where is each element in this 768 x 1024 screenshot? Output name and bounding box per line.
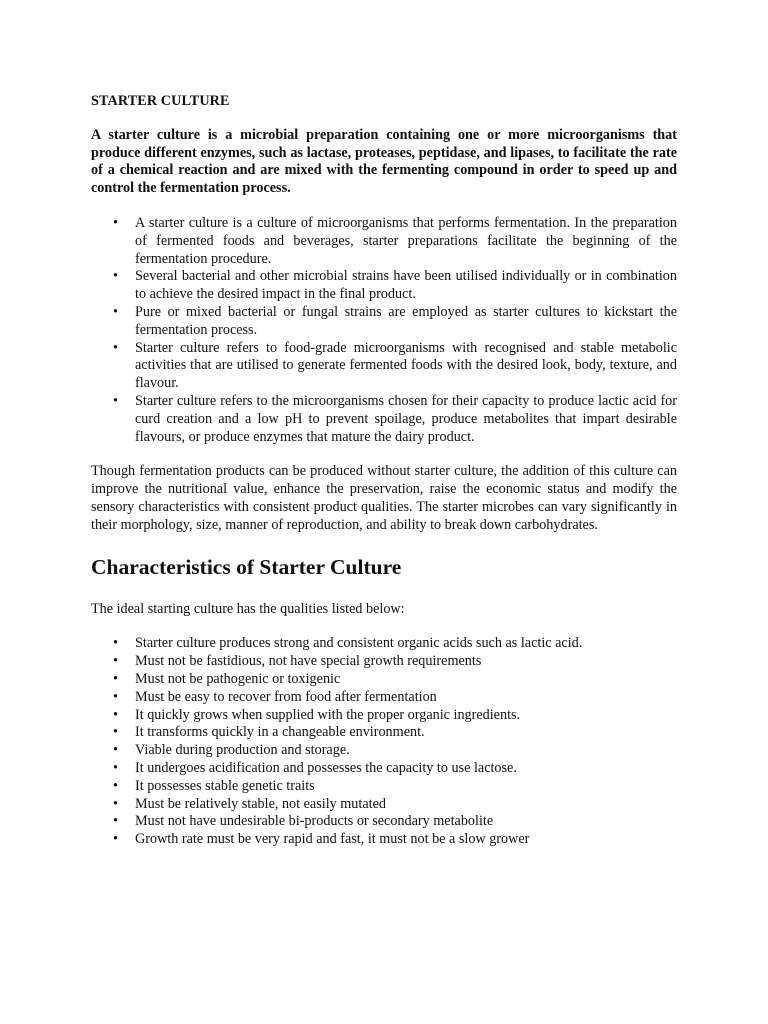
list-item-text: It transforms quickly in a changeable environment. <box>135 724 425 741</box>
list-item-text: Viable during production and storage. <box>135 742 350 759</box>
bullet-icon: • <box>113 795 118 812</box>
intro-paragraph: A starter culture is a microbial preparation containing one or more microorganisms that produce different enzymes, such as lactase, proteases, peptidase, and lipases, to facilitate the rate of a chemical reaction and are mixed with the fermenting compound in order to speed up and control the fermentation process. <box>91 126 677 197</box>
list-item-text: It undergoes acidification and possesses the capacity to use lactose. <box>135 759 517 776</box>
list-item <box>113 653 677 671</box>
list-item <box>113 777 677 796</box>
bullet-icon: • <box>113 268 118 285</box>
section-heading: Characteristics of Starter Culture <box>91 554 402 579</box>
list-item <box>113 392 677 446</box>
list-item-text: Starter culture refers to food-grade microorganisms with recognised and stable metabolic activities that are utilised to generate fermented foods with the desired look, body, texture, and flavour. <box>135 339 677 392</box>
bullet-icon: • <box>113 759 118 776</box>
bullet-icon: • <box>113 688 118 705</box>
bullet-icon: • <box>113 303 118 320</box>
bullet-icon: • <box>113 339 118 356</box>
list-item <box>113 831 677 849</box>
list-item <box>113 742 677 760</box>
body-paragraph: Though fermentation products can be produced without starter culture, the addition of this culture can improve the nutritional value, enhance the preservation, raise the economic status and modify the sensory characteristics with consistent product qualities. The starter microbes can vary significantly in their morphology, size, manner of reproduction, and ability to break down carbohydrates. <box>91 463 677 533</box>
list-item <box>113 635 677 653</box>
list-item <box>113 214 677 268</box>
bullet-icon: • <box>113 670 118 687</box>
qualities-list <box>91 635 677 849</box>
list-item-text: Must not be fastidious, not have special growth requirements <box>135 653 482 670</box>
list-item-text: Must be relatively stable, not easily mutated <box>135 795 386 812</box>
list-item-text: It possesses stable genetic traits <box>135 777 315 794</box>
list-item <box>113 813 677 831</box>
list-item <box>113 706 677 725</box>
list-item-text: Must not be pathogenic or toxigenic <box>135 670 341 687</box>
list-item-text: Pure or mixed bacterial or fungal strains are employed as starter cultures to kickstart the fermentation process. <box>135 303 677 338</box>
list-item <box>113 759 677 778</box>
bullet-icon: • <box>113 777 118 794</box>
document-title: STARTER CULTURE <box>91 93 230 109</box>
bullet-icon: • <box>113 742 118 759</box>
bullet-icon: • <box>113 635 118 652</box>
bullet-icon: • <box>113 724 118 741</box>
bullet-icon: • <box>113 653 118 670</box>
bullet-icon: • <box>113 831 118 848</box>
list-item <box>113 268 677 304</box>
bullet-icon: • <box>113 706 118 723</box>
list-item-text: Must not have undesirable bi-products or secondary metabolite <box>135 813 494 830</box>
list-item-text: Several bacterial and other microbial strains have been utilised individually or in combination to achieve the desired impact in the final product. <box>135 268 677 303</box>
list-item <box>113 688 677 707</box>
list-item <box>113 670 677 689</box>
section-lead: The ideal starting culture has the qualities listed below: <box>91 600 405 617</box>
bullet-icon: • <box>113 214 118 231</box>
list-item <box>113 724 677 742</box>
list-item <box>113 795 677 814</box>
bullet-icon: • <box>113 392 118 409</box>
bullet-icon: • <box>113 813 118 830</box>
list-item-text: Growth rate must be very rapid and fast, it must not be a slow grower <box>135 831 530 848</box>
list-item-text: A starter culture is a culture of microorganisms that performs fermentation. In the preparation of fermented foods and beverages, starter preparations facilitate the beginning of the fermentation procedure. <box>135 214 677 267</box>
list-item-text: Must be easy to recover from food after fermentation <box>135 688 437 705</box>
starter-culture-points <box>91 215 677 446</box>
list-item-text: Starter culture produces strong and consistent organic acids such as lactic acid. <box>135 635 583 652</box>
list-item <box>113 339 677 393</box>
list-item-text: Starter culture refers to the microorganisms chosen for their capacity to produce lactic acid for curd creation and a low pH to prevent spoilage, produce metabolites that impart desirable flavours, or produce enzymes that mature the dairy product. <box>135 392 677 445</box>
list-item-text: It quickly grows when supplied with the proper organic ingredients. <box>135 706 521 723</box>
list-item <box>113 303 677 340</box>
